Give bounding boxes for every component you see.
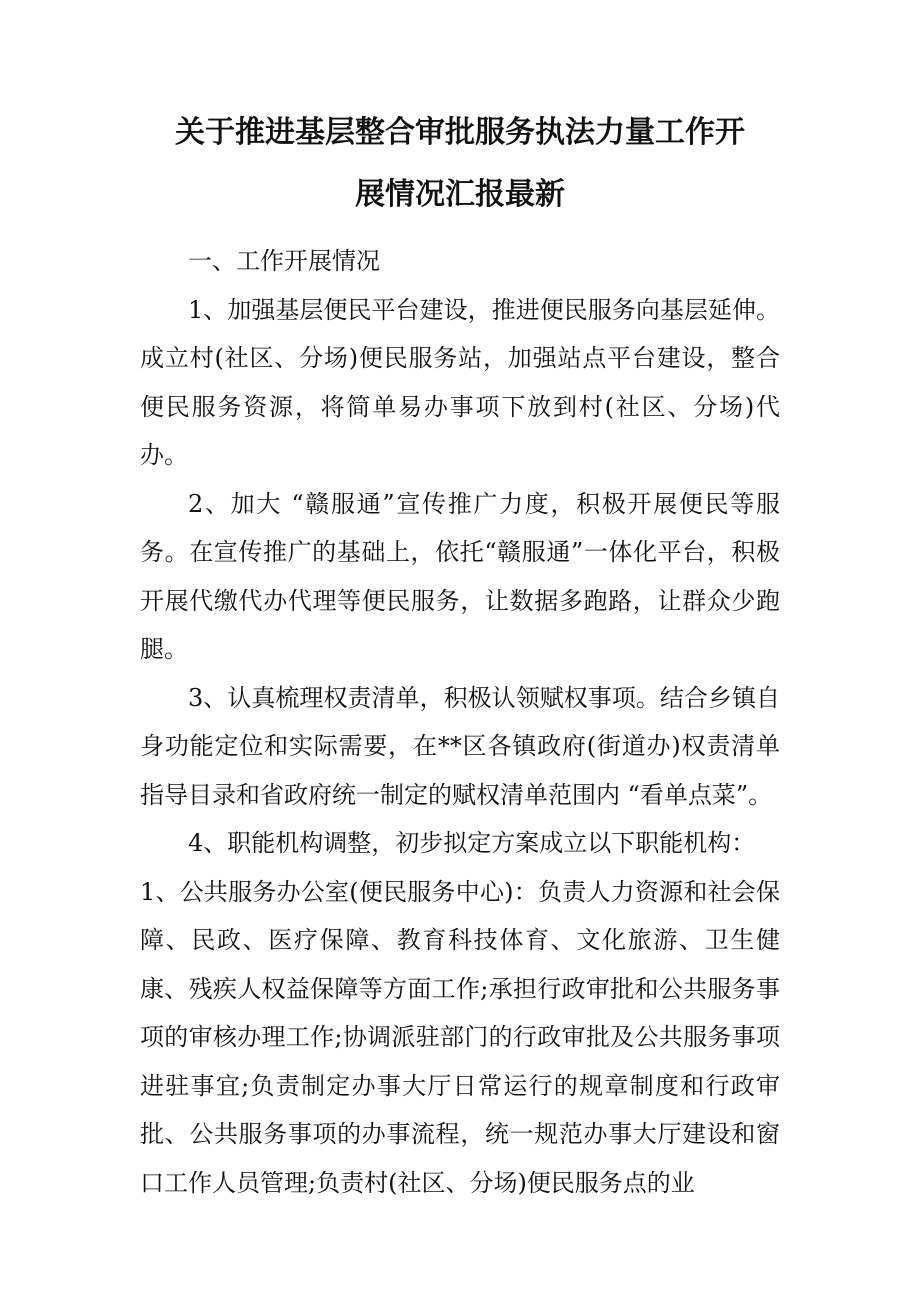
- paragraph-5: 1、公共服务办公室(便民服务中心)：负责人力资源和社会保障、民政、医疗保障、教育科技体育、文化旅游、卫生健康、残疾人权益保障等方面工作;承担行政审批和公共服务事项的审核办理工作;协调派驻部门的行政审批及公共服务事项进驻事宜;负责制定办事大厅日常运行的规章制度和行政审批、公共服务事项的办事流程，统一规范办事大厅建设和窗口工作人员管理;负责村(社区、分场)便民服务点的业: [140, 877, 780, 1197]
- paragraph-3: 3、认真梳理权责清单，积极认领赋权事项。结合乡镇自身功能定位和实际需要，在**区各镇政府(街道办)权责清单指导目录和省政府统一制定的赋权清单范围内 “看单点菜”。: [140, 683, 780, 809]
- paragraph-1: 1、加强基层便民平台建设，推进便民服务向基层延伸。成立村(社区、分场)便民服务站，加强站点平台建设，整合便民服务资源，将简单易办事项下放到村(社区、分场)代办。: [140, 295, 780, 469]
- section-heading-work-progress: 一、工作开展情况: [188, 247, 380, 275]
- document-body: [140, 237, 780, 1207]
- document-title-line-1: 关于推进基层整合审批服务执法力量工作开: [175, 115, 745, 150]
- paragraph-2: 2、加大 “赣服通”宣传推广力度，积极开展便民等服务。在宣传推广的基础上，依托“赣服通”一体化平台，积极开展代缴代办代理等便民服务，让数据多跑路，让群众少跑腿。: [140, 489, 780, 663]
- document-title-line-2: 展情况汇报最新: [355, 177, 565, 212]
- paragraph-4: 4、职能机构调整，初步拟定方案成立以下职能机构：: [188, 829, 756, 857]
